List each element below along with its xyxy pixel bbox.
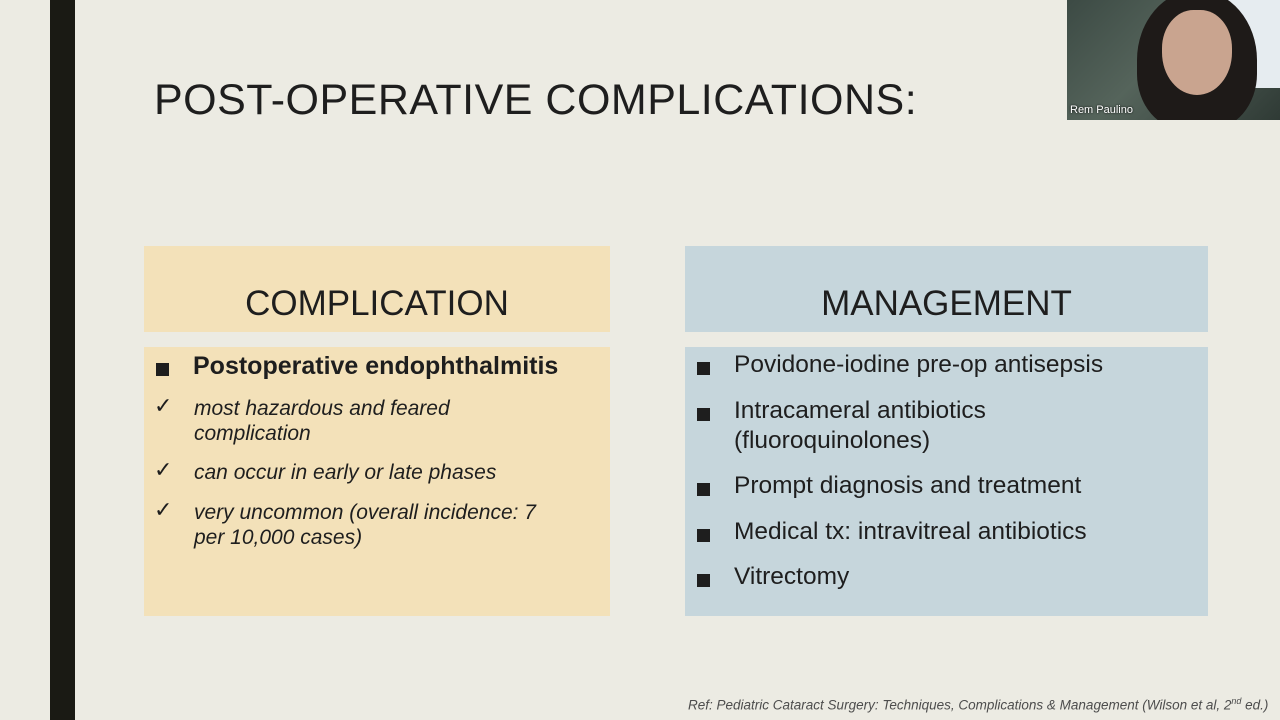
management-item-line: Intracameral antibiotics [734, 397, 986, 424]
complication-main-text: Postoperative endophthalmitis [193, 352, 559, 380]
management-item [697, 396, 986, 456]
complication-point [194, 396, 450, 446]
slide-title: POST-OPERATIVE COMPLICATIONS: [154, 76, 918, 124]
checkmark-icon: ✓ [154, 498, 173, 523]
complication-header-label: COMPLICATION [245, 284, 509, 323]
management-item-text: Medical tx: intravitreal antibiotics [734, 518, 1087, 545]
management-header [685, 246, 1208, 332]
checkmark-icon: ✓ [154, 394, 173, 419]
management-item-text [734, 396, 986, 456]
complication-point [194, 500, 536, 550]
reference-superscript: nd [1231, 696, 1242, 706]
management-item-text: Prompt diagnosis and treatment [734, 472, 1082, 499]
complication-point [194, 460, 496, 485]
square-bullet-icon [697, 483, 710, 496]
participant-video-tile[interactable] [1067, 0, 1280, 120]
management-item-text: Povidone-iodine pre-op antisepsis [734, 351, 1104, 378]
management-panel [685, 347, 1208, 616]
management-item [697, 562, 849, 592]
management-header-label: MANAGEMENT [821, 284, 1072, 323]
slide-accent-bar [50, 0, 75, 720]
complication-main-item [156, 351, 558, 381]
complication-header [144, 246, 610, 332]
complication-point-line: can occur in early or late phases [194, 461, 497, 484]
management-item [697, 350, 1103, 380]
complication-point-line: very uncommon (overall incidence: 7 [194, 501, 536, 524]
complication-point-line: most hazardous and feared [194, 397, 450, 420]
management-item-line: (fluoroquinolones) [734, 427, 931, 454]
square-bullet-icon [697, 362, 710, 375]
reference-citation [688, 696, 1268, 713]
management-item [697, 517, 1087, 547]
square-bullet-icon [156, 363, 169, 376]
reference-text-end: ed.) [1241, 697, 1269, 713]
square-bullet-icon [697, 408, 710, 421]
reference-text: Ref: Pediatric Cataract Surgery: Techniques, Complications & Management (Wilson et al, 2 [688, 697, 1232, 713]
management-item-text: Vitrectomy [734, 563, 850, 590]
participant-face [1162, 10, 1232, 95]
complication-point-line: per 10,000 cases) [194, 526, 363, 549]
square-bullet-icon [697, 574, 710, 587]
square-bullet-icon [697, 529, 710, 542]
participant-name: Rem Paulino [1070, 104, 1133, 116]
checkmark-icon: ✓ [154, 458, 173, 483]
complication-panel [144, 347, 610, 616]
management-item [697, 471, 1081, 501]
complication-point-line: complication [194, 422, 311, 445]
